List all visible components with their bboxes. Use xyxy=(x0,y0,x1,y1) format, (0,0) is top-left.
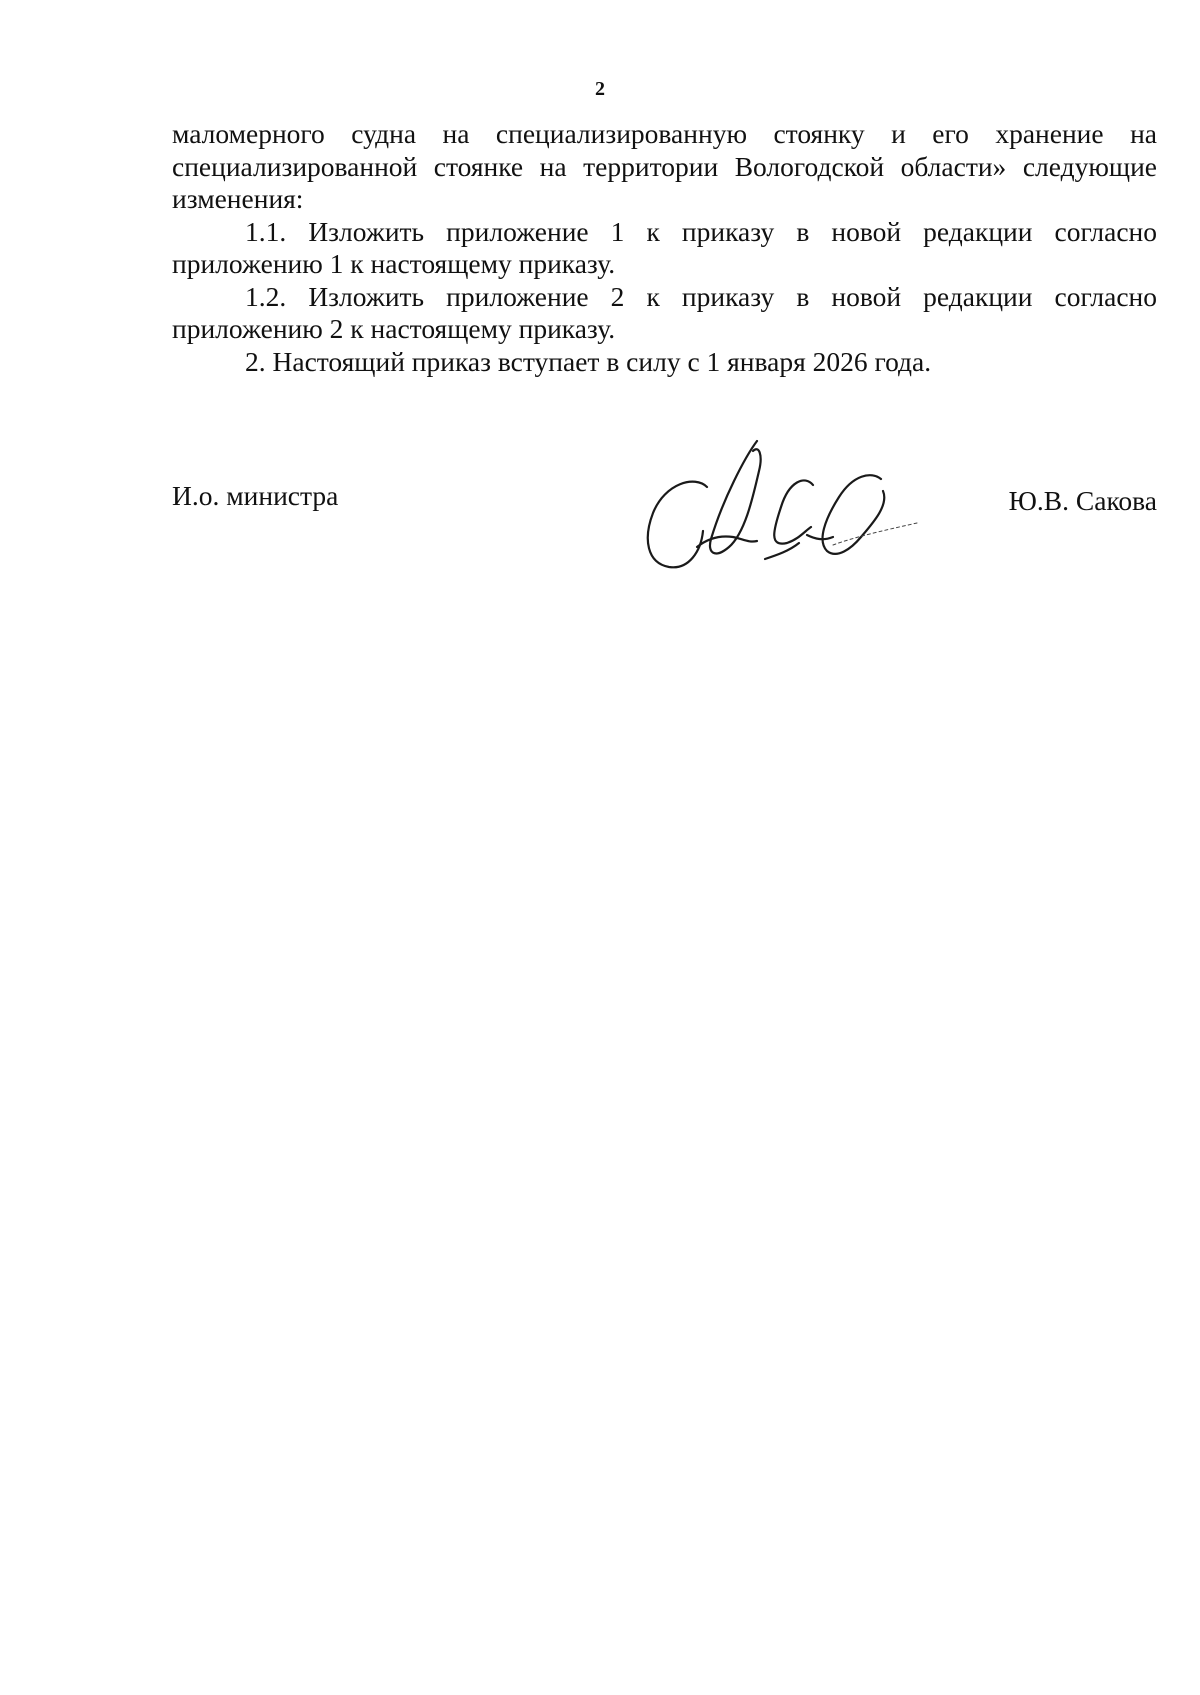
signature-block xyxy=(172,480,1157,570)
paragraph-item-1-1: 1.1. Изложить приложение 1 к приказу в новой редакции согласно приложению 1 к настоящему приказу. xyxy=(172,215,1157,279)
signer-title: И.о. министра xyxy=(172,480,339,511)
page-number: 2 xyxy=(595,78,605,100)
paragraph-item-2: 2. Настоящий приказ вступает в силу с 1 января 2026 года. xyxy=(245,345,932,377)
document-body xyxy=(172,118,1157,378)
handwritten-signature xyxy=(637,435,922,585)
signer-name: Ю.В. Сакова xyxy=(1008,485,1157,516)
paragraph-continuation: маломерного судна на специализированную стоянку и его хранение на специализированной стоянке на территории Вологодской области» следующие изменения: xyxy=(172,118,1157,214)
paragraph-item-1-2: 1.2. Изложить приложение 2 к приказу в новой редакции согласно приложению 2 к настоящему приказу. xyxy=(172,280,1157,344)
